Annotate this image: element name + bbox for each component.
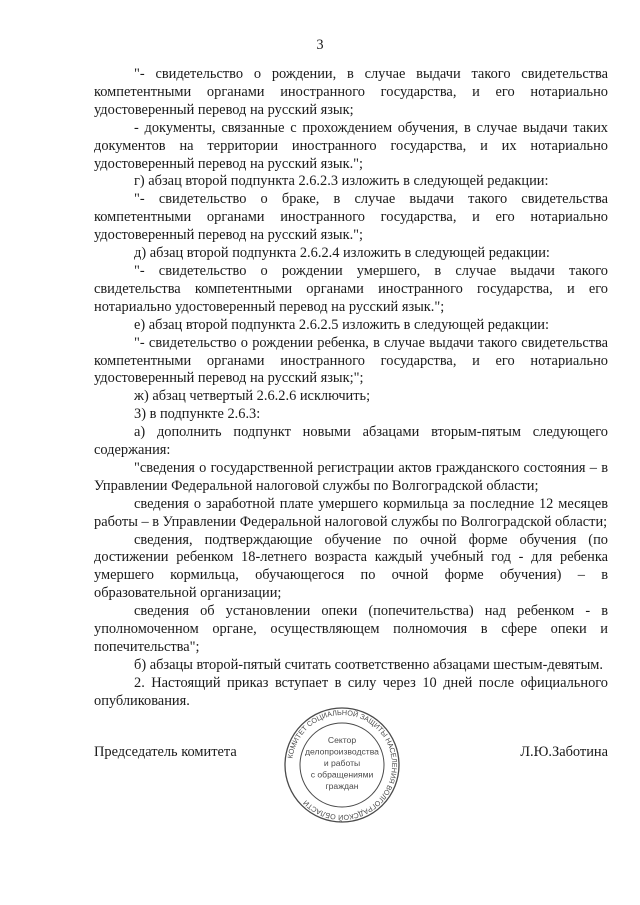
stamp-inner-line: с обращениями xyxy=(310,769,374,780)
paragraph-12: "сведения о государственной регистрации актов гражданского состояния – в Управлении Федеральной налоговой службы по Волгоградской области; xyxy=(94,459,608,494)
page-number: 3 xyxy=(316,37,324,53)
paragraph-14: сведения, подтверждающие обучение по очной форме обучения (по достижении ребенком 18-летнего возраста каждый учебный год - для ребенка умершего кормильца, обучающегося по очной форме обучения) – в образовательной организации; xyxy=(94,531,608,602)
paragraph-16: б) абзацы второй-пятый считать соответственно абзацами шестым-девятым. xyxy=(134,656,603,673)
paragraph-9: ж) абзац четвертый 2.6.2.6 исключить; xyxy=(134,388,371,405)
signatory-name: Л.Ю.Заботина xyxy=(520,744,608,760)
paragraph-5: д) абзац второй подпункта 2.6.2.4 изложить в следующей редакции: xyxy=(134,245,550,262)
paragraph-11: а) дополнить подпункт новыми абзацами вторым-пятым следующего содержания: xyxy=(94,424,608,459)
stamp-ring-text: КОМИТЕТ СОЦИАЛЬНОЙ ЗАЩИТЫ НАСЕЛЕНИЯ ВОЛГОГРАДСКОЙ ОБЛАСТИ xyxy=(285,707,400,823)
paragraph-10: 3) в подпункте 2.6.3: xyxy=(134,406,261,423)
stamp-inner-line: Сектор xyxy=(327,735,357,745)
paragraph-3: г) абзац второй подпункта 2.6.2.3 изложить в следующей редакции: xyxy=(134,173,549,190)
stamp-inner-line: и работы xyxy=(323,758,361,768)
paragraph-7: е) абзац второй подпункта 2.6.2.5 изложить в следующей редакции: xyxy=(134,316,549,333)
paragraph-8: "- свидетельство о рождении ребенка, в случае выдачи такого свидетельства компетентными органами иностранного государства, и его нотариально удостоверенный перевод на русский язык;"; xyxy=(94,334,608,387)
stamp-inner-line: граждан xyxy=(325,781,359,791)
paragraph-17: 2. Настоящий приказ вступает в силу через 10 дней после официального опубликования. xyxy=(94,674,608,709)
official-stamp xyxy=(282,705,402,825)
paragraph-13: сведения о заработной плате умершего кормильца за последние 12 месяцев работы – в Управлении Федеральной налоговой службы по Волгоградской области; xyxy=(94,495,608,530)
paragraph-2: - документы, связанные с прохождением обучения, в случае выдачи таких документов на территории иностранного государства, и их нотариально удостоверенный перевод на русский язык."; xyxy=(94,119,608,172)
signatory-title: Председатель комитета xyxy=(94,744,237,760)
stamp-inner-text xyxy=(305,735,379,791)
paragraph-1: "- свидетельство о рождении, в случае выдачи такого свидетельства компетентными органами иностранного государства, и его нотариально удостоверенный перевод на русский язык; xyxy=(94,66,608,118)
stamp-inner-line: делопроизводства xyxy=(305,746,379,757)
paragraph-15: сведения об установлении опеки (попечительства) над ребенком - в уполномоченном органе, осуществляющем полномочия в сфере опеки и попечительства"; xyxy=(94,603,608,655)
paragraph-4: "- свидетельство о браке, в случае выдачи такого свидетельства компетентными органами иностранного государства, и его нотариально удостоверенный перевод на русский язык."; xyxy=(94,191,608,244)
document-body xyxy=(94,66,608,711)
paragraph-6: "- свидетельство о рождении умершего, в случае выдачи такого свидетельства компетентными органами иностранного государства, и его нотариально удостоверенный перевод на русский язык."; xyxy=(94,262,608,315)
